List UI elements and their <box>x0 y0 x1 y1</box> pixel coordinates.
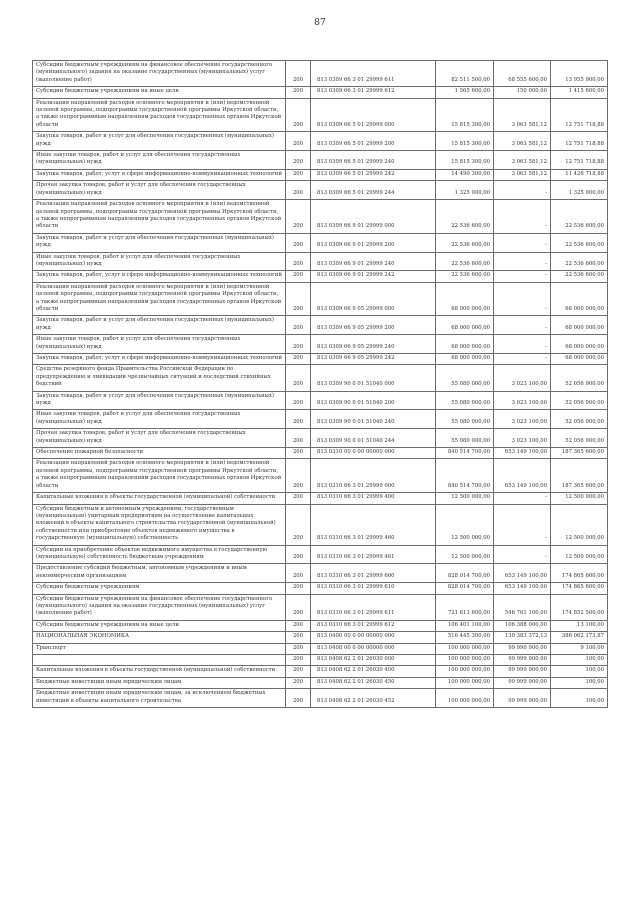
approved-amount: 840 514 700,00 <box>436 448 494 459</box>
row-name: Реализация направлений расходов основного мероприятия и (или) ведомственной целевой программы, подпрограммы государственной программы Иркутской области, а также непрограммным направлениям расходов государственных органов Иркутской области <box>33 98 286 132</box>
approved-amount: 68 000 000,00 <box>436 316 494 335</box>
table-row <box>33 87 608 98</box>
approved-amount: 22 536 600,00 <box>436 271 494 282</box>
executed-amount: 99 999 900,00 <box>494 655 551 666</box>
table-row <box>33 169 608 180</box>
approved-amount: 100 000 000,00 <box>436 666 494 677</box>
approved-amount: 22 536 600,00 <box>436 200 494 234</box>
unexecuted-amount: 13 955 900,00 <box>551 61 608 87</box>
row-name: Прочая закупка товаров, работ и услуг для обеспечения государственных (муниципальных) нужд <box>33 429 286 448</box>
executed-amount: - <box>494 335 551 354</box>
executed-amount: - <box>494 252 551 271</box>
table-row <box>33 181 608 200</box>
row-name: Закупка товаров, работ и услуг для обеспечения государственных (муниципальных) нужд <box>33 391 286 410</box>
budget-classification-code: 813 0309 90 0 01 51040 240 <box>311 410 436 429</box>
row-code: 200 <box>286 493 311 504</box>
budget-classification-code: 813 0309 66 5 01 29999 000 <box>311 98 436 132</box>
row-name: Субсидии бюджетным учреждениям на иные цели <box>33 87 286 98</box>
row-name: Иные закупки товаров, работ и услуг для обеспечения государственных (муниципальных) нужд <box>33 151 286 170</box>
unexecuted-amount: 187 365 600,00 <box>551 448 608 459</box>
approved-amount: 55 080 000,00 <box>436 410 494 429</box>
row-name: Капитальные вложения в объекты государственной (муниципальной) собственности <box>33 493 286 504</box>
approved-amount: 22 536 600,00 <box>436 252 494 271</box>
executed-amount: - <box>494 282 551 316</box>
row-name: Транспорт <box>33 643 286 654</box>
row-code: 200 <box>286 271 311 282</box>
row-code: 200 <box>286 620 311 631</box>
row-code: 200 <box>286 448 311 459</box>
row-name: Субсидии бюджетным учреждениям на иные цели <box>33 620 286 631</box>
row-name: Иные закупки товаров, работ и услуг для обеспечения государственных (муниципальных) нужд <box>33 410 286 429</box>
row-code: 200 <box>286 181 311 200</box>
row-code: 200 <box>286 233 311 252</box>
budget-classification-code: 813 0309 66 3 01 29999 612 <box>311 87 436 98</box>
executed-amount: 99 999 900,00 <box>494 689 551 708</box>
row-code: 200 <box>286 655 311 666</box>
unexecuted-amount: 13 100,00 <box>551 620 608 631</box>
executed-amount: - <box>494 354 551 365</box>
row-name: Иные закупки товаров, работ и услуг для обеспечения государственных (муниципальных) нужд <box>33 252 286 271</box>
row-code: 200 <box>286 677 311 688</box>
table-row <box>33 493 608 504</box>
budget-classification-code: 813 0309 66 5 01 29999 200 <box>311 132 436 151</box>
budget-classification-code: 813 0309 66 9 01 29999 200 <box>311 233 436 252</box>
unexecuted-amount: 11 426 718,88 <box>551 169 608 180</box>
approved-amount: 100 000 000,00 <box>436 677 494 688</box>
approved-amount: 12 500 000,00 <box>436 504 494 545</box>
unexecuted-amount: 52 056 900,00 <box>551 365 608 391</box>
budget-classification-code: 813 0309 66 9 05 29999 242 <box>311 354 436 365</box>
page-number: 87 <box>314 18 326 28</box>
row-name: Закупка товаров, работ, услуг в сфере информационно-коммуникационных технологий <box>33 169 286 180</box>
row-code: 200 <box>286 594 311 620</box>
budget-classification-code: 813 0309 66 9 05 29999 240 <box>311 335 436 354</box>
table-row <box>33 504 608 545</box>
row-name: Субсидии бюджетным учреждениям на финансовое обеспечение государственного (муниципального) задания на оказание государственных (муниципальных) услуг (выполнение работ) <box>33 594 286 620</box>
unexecuted-amount: 22 536 600,00 <box>551 200 608 234</box>
budget-classification-code: 813 0309 66 9 01 29999 000 <box>311 200 436 234</box>
unexecuted-amount: 12 500 000,00 <box>551 493 608 504</box>
unexecuted-amount: 187 365 600,00 <box>551 459 608 493</box>
row-name: Обеспечение пожарной безопасности <box>33 448 286 459</box>
budget-classification-code: 813 0310 66 3 01 29999 461 <box>311 545 436 564</box>
row-name: Закупка товаров, работ, услуг в сфере информационно-коммуникационных технологий <box>33 271 286 282</box>
table-row <box>33 689 608 708</box>
table-row <box>33 545 608 564</box>
budget-classification-code: 813 0310 66 3 01 29999 610 <box>311 583 436 594</box>
unexecuted-amount: 52 056 900,00 <box>551 429 608 448</box>
row-name: Реализация направлений расходов основного мероприятия и (или) ведомственной целевой программы, подпрограммы государственной программы Иркутской области, а также непрограммным направлениям расходов государственных органов Иркутской области <box>33 282 286 316</box>
unexecuted-amount: 52 056 900,00 <box>551 410 608 429</box>
executed-amount: 3 063 581,12 <box>494 132 551 151</box>
table-row <box>33 448 608 459</box>
approved-amount: 100 000 000,00 <box>436 643 494 654</box>
executed-amount: 653 149 100,00 <box>494 448 551 459</box>
unexecuted-amount: 1 325 000,00 <box>551 181 608 200</box>
row-name: Закупка товаров, работ, услуг в сфере информационно-коммуникационных технологий <box>33 354 286 365</box>
row-code: 200 <box>286 583 311 594</box>
row-code: 200 <box>286 354 311 365</box>
approved-amount: 1 325 000,00 <box>436 181 494 200</box>
executed-amount: 3 063 581,12 <box>494 98 551 132</box>
budget-classification-code: 813 0309 90 0 01 51040 200 <box>311 391 436 410</box>
row-name: Прочая закупка товаров, работ и услуг для обеспечения государственных (муниципальных) нужд <box>33 181 286 200</box>
budget-classification-code: 813 0309 66 9 05 29999 000 <box>311 282 436 316</box>
row-name: Реализация направлений расходов основного мероприятия и (или) ведомственной целевой программы, подпрограммы государственной программы Иркутской области, а также непрограммным направлениям расходов государственных органов Иркутской области <box>33 459 286 493</box>
approved-amount: 68 000 000,00 <box>436 335 494 354</box>
executed-amount: - <box>494 504 551 545</box>
row-name: Реализация направлений расходов основного мероприятия и (или) ведомственной целевой программы, подпрограммы государственной программы Иркутской области, а также непрограммным направлениям расходов государственных органов Иркутской области <box>33 200 286 234</box>
budget-classification-code: 813 0408 62 2 01 26030 000 <box>311 655 436 666</box>
unexecuted-amount: 174 865 600,00 <box>551 564 608 583</box>
row-code: 200 <box>286 200 311 234</box>
executed-amount: - <box>494 545 551 564</box>
row-name: Капитальные вложения в объекты государственной (муниципальной) собственности <box>33 666 286 677</box>
approved-amount: 14 490 300,00 <box>436 169 494 180</box>
budget-classification-code: 813 0309 66 5 01 29999 242 <box>311 169 436 180</box>
row-name: Закупка товаров, работ и услуг для обеспечения государственных (муниципальных) нужд <box>33 316 286 335</box>
table-row <box>33 594 608 620</box>
table-row <box>33 583 608 594</box>
row-code: 200 <box>286 632 311 643</box>
executed-amount: 99 990 900,00 <box>494 643 551 654</box>
approved-amount: 1 565 600,00 <box>436 87 494 98</box>
table-row <box>33 132 608 151</box>
executed-amount: 3 023 100,00 <box>494 429 551 448</box>
row-name: Субсидии на приобретение объектов недвижимого имущества в государственную (муниципальную) собственность бюджетным учреждениям <box>33 545 286 564</box>
approved-amount: 68 000 000,00 <box>436 354 494 365</box>
approved-amount: 516 445 300,00 <box>436 632 494 643</box>
unexecuted-amount: 174 852 500,00 <box>551 594 608 620</box>
row-code: 200 <box>286 643 311 654</box>
row-name: Бюджетные инвестиции иным юридическим лицам <box>33 677 286 688</box>
table-row <box>33 429 608 448</box>
budget-classification-code: 813 0310 00 0 00 00000 000 <box>311 448 436 459</box>
table-row <box>33 233 608 252</box>
executed-amount: 653 149 100,00 <box>494 583 551 594</box>
unexecuted-amount: 68 000 000,00 <box>551 335 608 354</box>
budget-classification-code: 813 0310 66 3 01 29999 611 <box>311 594 436 620</box>
row-name: НАЦИОНАЛЬНАЯ ЭКОНОМИКА <box>33 632 286 643</box>
budget-classification-code: 813 0408 00 0 00 00000 000 <box>311 643 436 654</box>
unexecuted-amount: 100,00 <box>551 666 608 677</box>
row-code: 200 <box>286 282 311 316</box>
executed-amount: 3 023 100,00 <box>494 410 551 429</box>
unexecuted-amount: 68 000 000,00 <box>551 354 608 365</box>
approved-amount: 82 511 500,00 <box>436 61 494 87</box>
table-row <box>33 335 608 354</box>
executed-amount: - <box>494 316 551 335</box>
executed-amount: 3 063 581,12 <box>494 151 551 170</box>
unexecuted-amount: 12 751 718,88 <box>551 98 608 132</box>
approved-amount: 12 500 000,00 <box>436 545 494 564</box>
executed-amount: 3 023 100,00 <box>494 391 551 410</box>
unexecuted-amount: 100,00 <box>551 689 608 708</box>
approved-amount: 68 000 000,00 <box>436 282 494 316</box>
table-row <box>33 666 608 677</box>
unexecuted-amount: 22 536 600,00 <box>551 233 608 252</box>
table-row <box>33 391 608 410</box>
unexecuted-amount: 68 000 000,00 <box>551 282 608 316</box>
executed-amount: - <box>494 493 551 504</box>
table-row <box>33 200 608 234</box>
executed-amount: 653 149 100,00 <box>494 459 551 493</box>
executed-amount: 99 999 900,00 <box>494 677 551 688</box>
table-row <box>33 61 608 87</box>
budget-classification-code: 813 0309 66 9 01 29999 242 <box>311 271 436 282</box>
table-row <box>33 98 608 132</box>
table-row <box>33 365 608 391</box>
table-row <box>33 655 608 666</box>
row-code: 200 <box>286 132 311 151</box>
budget-classification-code: 813 0310 66 3 01 29999 612 <box>311 620 436 631</box>
approved-amount: 100 000 000,00 <box>436 655 494 666</box>
executed-amount: 68 555 600,00 <box>494 61 551 87</box>
executed-amount: - <box>494 271 551 282</box>
row-name: Иные закупки товаров, работ и услуг для обеспечения государственных (муниципальных) нужд <box>33 335 286 354</box>
budget-classification-code: 813 0408 62 2 01 26030 452 <box>311 689 436 708</box>
row-code: 200 <box>286 365 311 391</box>
executed-amount: 106 388 000,00 <box>494 620 551 631</box>
table-row <box>33 643 608 654</box>
table-row <box>33 151 608 170</box>
approved-amount: 721 613 600,00 <box>436 594 494 620</box>
unexecuted-amount: 386 062 173,87 <box>551 632 608 643</box>
unexecuted-amount: 12 751 718,88 <box>551 132 608 151</box>
row-code: 200 <box>286 666 311 677</box>
unexecuted-amount: 100,00 <box>551 677 608 688</box>
unexecuted-amount: 12 500 000,00 <box>551 504 608 545</box>
row-code: 200 <box>286 564 311 583</box>
budget-classification-code: 813 0309 66 5 01 29999 244 <box>311 181 436 200</box>
executed-amount: 3 023 100,00 <box>494 365 551 391</box>
row-name: Закупка товаров, работ и услуг для обеспечения государственных (муниципальных) нужд <box>33 132 286 151</box>
row-code: 200 <box>286 689 311 708</box>
approved-amount: 55 080 000,00 <box>436 429 494 448</box>
table-row <box>33 620 608 631</box>
approved-amount: 828 014 700,00 <box>436 564 494 583</box>
unexecuted-amount: 174 865 600,00 <box>551 583 608 594</box>
unexecuted-amount: 12 500 000,00 <box>551 545 608 564</box>
approved-amount: 15 815 300,00 <box>436 151 494 170</box>
approved-amount: 828 014 700,00 <box>436 583 494 594</box>
table-row <box>33 271 608 282</box>
budget-classification-code: 813 0309 90 0 01 51040 244 <box>311 429 436 448</box>
row-name: Средства резервного фонда Правительства Российской Федерации по предупреждению и ликвидации чрезвычайных ситуаций и последствий стихийных бедствий <box>33 365 286 391</box>
budget-classification-code: 813 0310 66 3 01 29999 600 <box>311 564 436 583</box>
row-name: Субсидии бюджетным и автономным учреждениям, государственным (муниципальным) унитарным предприятиям на осуществление капитальных вложений в объекты капитального строительства государственной (муниципальной) собственности или приобретение объектов недвижимого имущества в государственную (муниципальную) собственность <box>33 504 286 545</box>
budget-classification-code: 813 0408 62 2 01 26030 450 <box>311 677 436 688</box>
row-code: 200 <box>286 169 311 180</box>
unexecuted-amount: 1 415 600,00 <box>551 87 608 98</box>
approved-amount: 840 514 700,00 <box>436 459 494 493</box>
row-code: 200 <box>286 410 311 429</box>
row-code: 200 <box>286 61 311 87</box>
table-row <box>33 632 608 643</box>
table-row <box>33 564 608 583</box>
approved-amount: 12 500 000,00 <box>436 493 494 504</box>
budget-classification-code: 813 0309 66 5 01 29999 240 <box>311 151 436 170</box>
budget-classification-code: 813 0310 66 3 01 29999 000 <box>311 459 436 493</box>
table-row <box>33 459 608 493</box>
row-name: Закупка товаров, работ и услуг для обеспечения государственных (муниципальных) нужд <box>33 233 286 252</box>
approved-amount: 55 080 000,00 <box>436 365 494 391</box>
approved-amount: 100 000 000,00 <box>436 689 494 708</box>
table-row <box>33 410 608 429</box>
budget-classification-code: 813 0309 66 9 01 29999 240 <box>311 252 436 271</box>
unexecuted-amount: 68 000 000,00 <box>551 316 608 335</box>
row-name: Субсидии бюджетным учреждениям на финансовое обеспечение государственного (муниципального) задания на оказание государственных (муниципальных) услуг (выполнение работ) <box>33 61 286 87</box>
budget-classification-code: 813 0400 00 0 00 00000 000 <box>311 632 436 643</box>
row-code: 200 <box>286 87 311 98</box>
executed-amount: 99 999 900,00 <box>494 666 551 677</box>
row-code: 200 <box>286 316 311 335</box>
row-name: Предоставление субсидий бюджетным, автономным учреждениям и иным некоммерческим организациям <box>33 564 286 583</box>
executed-amount: 3 063 581,12 <box>494 169 551 180</box>
table-body <box>33 61 608 708</box>
executed-amount: - <box>494 181 551 200</box>
approved-amount: 22 536 600,00 <box>436 233 494 252</box>
unexecuted-amount: 22 536 600,00 <box>551 271 608 282</box>
executed-amount: - <box>494 233 551 252</box>
unexecuted-amount: 12 751 718,88 <box>551 151 608 170</box>
row-code: 200 <box>286 459 311 493</box>
table-row <box>33 677 608 688</box>
table-row <box>33 252 608 271</box>
executed-amount: - <box>494 200 551 234</box>
approved-amount: 15 815 300,00 <box>436 98 494 132</box>
budget-classification-code: 813 0310 66 3 01 29999 400 <box>311 493 436 504</box>
approved-amount: 15 815 300,00 <box>436 132 494 151</box>
approved-amount: 55 080 000,00 <box>436 391 494 410</box>
row-name <box>33 655 286 666</box>
row-code: 200 <box>286 98 311 132</box>
unexecuted-amount: 100,00 <box>551 655 608 666</box>
approved-amount: 106 401 100,00 <box>436 620 494 631</box>
row-code: 200 <box>286 335 311 354</box>
row-name: Субсидии бюджетным учреждениям <box>33 583 286 594</box>
budget-classification-code: 813 0309 66 3 01 29999 611 <box>311 61 436 87</box>
executed-amount: 130 383 372,13 <box>494 632 551 643</box>
row-code: 200 <box>286 252 311 271</box>
row-code: 200 <box>286 429 311 448</box>
budget-classification-code: 813 0309 90 0 01 51040 000 <box>311 365 436 391</box>
executed-amount: 653 149 100,00 <box>494 564 551 583</box>
table-row <box>33 316 608 335</box>
budget-classification-code: 813 0310 66 3 01 29999 460 <box>311 504 436 545</box>
row-code: 200 <box>286 151 311 170</box>
unexecuted-amount: 22 536 600,00 <box>551 252 608 271</box>
unexecuted-amount: 52 056 900,00 <box>551 391 608 410</box>
budget-classification-code: 813 0309 66 9 05 29999 200 <box>311 316 436 335</box>
table-row <box>33 282 608 316</box>
unexecuted-amount: 9 100,00 <box>551 643 608 654</box>
row-name: Бюджетные инвестиции иным юридическим лицам, за исключением бюджетных инвестиций в объекты капитального строительства <box>33 689 286 708</box>
executed-amount: 150 000,00 <box>494 87 551 98</box>
budget-table <box>32 60 608 708</box>
executed-amount: 546 761 100,00 <box>494 594 551 620</box>
row-code: 200 <box>286 545 311 564</box>
budget-classification-code: 813 0408 62 2 01 26030 400 <box>311 666 436 677</box>
row-code: 200 <box>286 391 311 410</box>
table-row <box>33 354 608 365</box>
row-code: 200 <box>286 504 311 545</box>
